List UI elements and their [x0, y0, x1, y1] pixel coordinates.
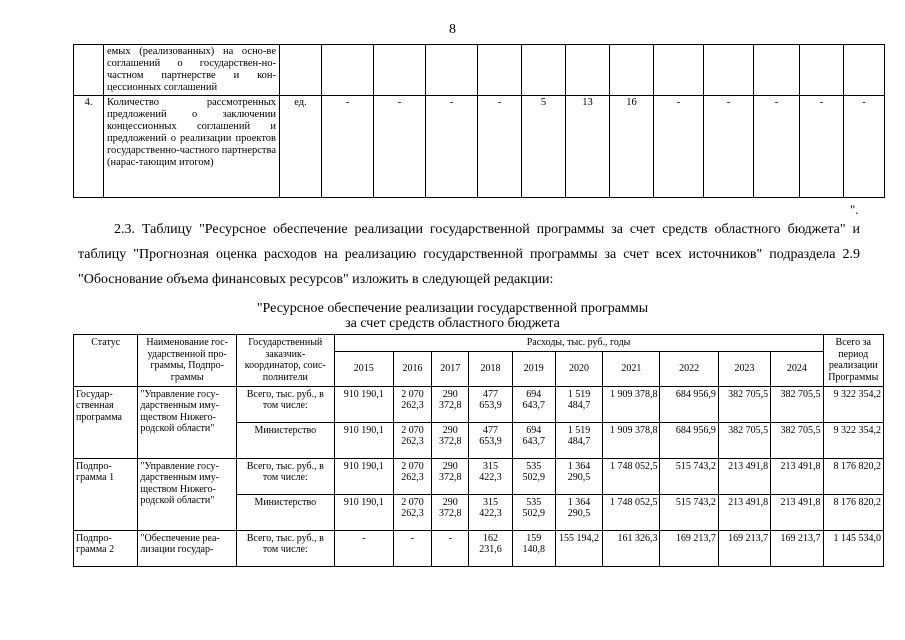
row-year-value: 1 909 378,8: [603, 422, 660, 458]
header-year: 2023: [718, 351, 770, 386]
header-year: 2017: [432, 351, 469, 386]
row-status: Подпро-грамма 2: [74, 530, 138, 566]
indicator-value: [426, 45, 478, 96]
indicator-value: -: [654, 96, 704, 198]
row-year-value: 290 372,8: [432, 386, 469, 422]
header-row-1: [74, 335, 884, 352]
row-year-value: 910 190,1: [334, 422, 393, 458]
indicator-value: [654, 45, 704, 96]
header-expenses: Расходы, тыс. руб., годы: [334, 335, 823, 352]
row-year-value: 382 705,5: [718, 386, 770, 422]
page-number: 8: [449, 22, 456, 37]
row-customer: Министерство: [236, 422, 334, 458]
row-year-value: 1 748 052,5: [603, 458, 660, 494]
row-year-value: -: [432, 530, 469, 566]
amendment-paragraph: 2.3. Таблицу "Ресурсное обеспечение реализации государственной программы за счет средств областного бюджета" и таблицу "Прогнозная оценка расходов на реализацию государственной программы за счет всех источников" подраздела 2.9 "Обоснование объема финансовых ресурсов" изложить в следующей редакции:: [78, 222, 860, 287]
row-year-value: 169 213,7: [771, 530, 823, 566]
row-total: 9 322 354,2: [823, 386, 883, 422]
row-year-value: 213 491,8: [718, 494, 770, 530]
indicator-unit: [280, 45, 322, 96]
indicator-row: [74, 45, 885, 96]
row-year-value: 694 643,7: [512, 422, 555, 458]
resource-row: [74, 530, 884, 566]
row-year-value: 1 748 052,5: [603, 494, 660, 530]
row-year-value: 161 326,3: [603, 530, 660, 566]
header-total: Всего за период реализации Программы: [823, 335, 883, 387]
indicator-value: [610, 45, 654, 96]
indicator-value: -: [478, 96, 522, 198]
row-status: Подпро-грамма 1: [74, 458, 138, 530]
header-year: 2024: [771, 351, 823, 386]
row-year-value: 213 491,8: [718, 458, 770, 494]
header-customer: Государственный заказчик-координатор, соис-полнители: [236, 335, 334, 387]
indicator-value: [704, 45, 754, 96]
resource-row: [74, 458, 884, 494]
indicator-value: [800, 45, 844, 96]
row-year-value: 535 502,9: [512, 458, 555, 494]
row-year-value: 382 705,5: [771, 422, 823, 458]
row-year-value: 290 372,8: [432, 422, 469, 458]
row-total: 1 145 534,0: [823, 530, 883, 566]
row-year-value: 910 190,1: [334, 458, 393, 494]
row-year-value: 1 519 484,7: [555, 422, 602, 458]
indicator-value: -: [374, 96, 426, 198]
row-year-value: 515 743,2: [660, 494, 718, 530]
row-year-value: 382 705,5: [718, 422, 770, 458]
indicator-number: 4.: [74, 96, 104, 198]
indicator-value: 5: [522, 96, 566, 198]
row-total: 9 322 354,2: [823, 422, 883, 458]
row-status: Государ-ственная программа: [74, 386, 138, 458]
indicator-value: [374, 45, 426, 96]
header-year: 2015: [334, 351, 393, 386]
indicator-description: емых (реализованных) на осно-ве соглашений о государствен-но-частном партнерстве и кон-цессионных соглашений: [104, 45, 280, 96]
row-year-value: 315 422,3: [469, 494, 512, 530]
header-year: 2020: [555, 351, 602, 386]
row-year-value: 290 372,8: [432, 494, 469, 530]
indicator-row: [74, 96, 885, 198]
row-year-value: 169 213,7: [718, 530, 770, 566]
closing-quote: ".: [850, 202, 859, 217]
row-year-value: 382 705,5: [771, 386, 823, 422]
indicator-value: [844, 45, 885, 96]
row-year-value: 2 070 262,3: [393, 386, 431, 422]
indicator-unit: ед.: [280, 96, 322, 198]
indicator-value: -: [322, 96, 374, 198]
indicator-value: -: [426, 96, 478, 198]
row-year-value: 2 070 262,3: [393, 494, 431, 530]
indicator-value: [754, 45, 800, 96]
indicator-value: -: [800, 96, 844, 198]
row-year-value: 162 231,6: [469, 530, 512, 566]
row-year-value: 1 519 484,7: [555, 386, 602, 422]
row-year-value: 694 643,7: [512, 386, 555, 422]
indicator-value: 16: [610, 96, 654, 198]
row-year-value: 910 190,1: [334, 386, 393, 422]
row-year-value: 1 909 378,8: [603, 386, 660, 422]
row-year-value: 2 070 262,3: [393, 458, 431, 494]
resource-table: [73, 334, 884, 567]
row-year-value: 155 194,2: [555, 530, 602, 566]
indicator-value: [322, 45, 374, 96]
row-year-value: -: [334, 530, 393, 566]
header-year: 2021: [603, 351, 660, 386]
row-program-name: "Управление госу-дарственным иму-ществом Нижего-родской области": [138, 458, 237, 530]
header-year: 2022: [660, 351, 718, 386]
indicator-number: [74, 45, 104, 96]
indicator-value: -: [844, 96, 885, 198]
header-year: 2018: [469, 351, 512, 386]
row-year-value: 535 502,9: [512, 494, 555, 530]
row-year-value: 684 956,9: [660, 386, 718, 422]
indicators-table-continuation: [73, 44, 885, 198]
indicator-value: [522, 45, 566, 96]
indicator-value: [478, 45, 522, 96]
row-customer: Всего, тыс. руб., в том числе:: [236, 386, 334, 422]
row-year-value: 159 140,8: [512, 530, 555, 566]
indicator-value: [566, 45, 610, 96]
table-title-line2: за счет средств областного бюджета: [345, 316, 560, 331]
resource-row: [74, 386, 884, 422]
row-year-value: 315 422,3: [469, 458, 512, 494]
row-customer: Всего, тыс. руб., в том числе:: [236, 530, 334, 566]
row-year-value: 1 364 290,5: [555, 458, 602, 494]
row-year-value: 213 491,8: [771, 458, 823, 494]
row-customer: Министерство: [236, 494, 334, 530]
row-year-value: 213 491,8: [771, 494, 823, 530]
row-program-name: "Управление госу-дарственным иму-ществом Нижего-родской области": [138, 386, 237, 458]
indicator-description: Количество рассмотренных предложений о заключении концессионных соглашений и предложений о реализации проектов государственно-частного партнерства (нарас-тающим итогом): [104, 96, 280, 198]
row-year-value: -: [393, 530, 431, 566]
row-year-value: 2 070 262,3: [393, 422, 431, 458]
table-title-line1: "Ресурсное обеспечение реализации государственной программы: [256, 301, 649, 316]
row-total: 8 176 820,2: [823, 458, 883, 494]
header-status: Статус: [74, 335, 138, 387]
row-program-name: "Обеспечение реа-лизации государ-: [138, 530, 237, 566]
indicator-value: -: [754, 96, 800, 198]
row-year-value: 169 213,7: [660, 530, 718, 566]
row-customer: Всего, тыс. руб., в том числе:: [236, 458, 334, 494]
header-name: Наименование гос-ударственной про-граммы, Подпро-граммы: [138, 335, 237, 387]
row-year-value: 515 743,2: [660, 458, 718, 494]
indicator-value: -: [704, 96, 754, 198]
header-year: 2019: [512, 351, 555, 386]
indicator-value: 13: [566, 96, 610, 198]
row-year-value: 290 372,8: [432, 458, 469, 494]
row-year-value: 477 653,9: [469, 422, 512, 458]
row-year-value: 684 956,9: [660, 422, 718, 458]
row-total: 8 176 820,2: [823, 494, 883, 530]
row-year-value: 477 653,9: [469, 386, 512, 422]
header-year: 2016: [393, 351, 431, 386]
row-year-value: 910 190,1: [334, 494, 393, 530]
row-year-value: 1 364 290,5: [555, 494, 602, 530]
